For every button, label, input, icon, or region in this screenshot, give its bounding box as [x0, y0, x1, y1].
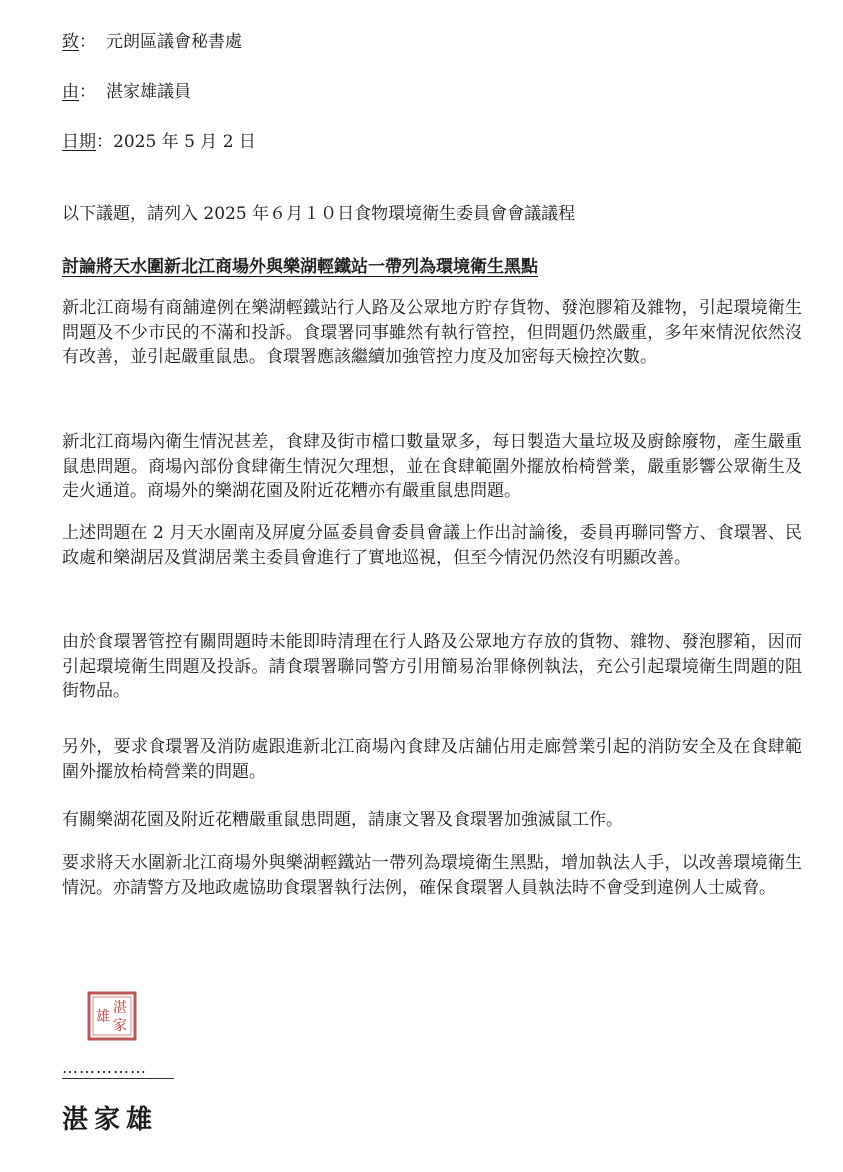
body-paragraph: 新北江商場有商舖違例在樂湖輕鐵站行人路及公眾地方貯存貨物、發泡膠箱及雜物，引起環境衛生問題及不少市民的不滿和投訴。食環署同事雖然有執行管控，但問題仍然嚴重，多年來情況依然沒有改善，並引起嚴重鼠患。食環署應該繼續加強管控力度及加密每天檢控次數。	[62, 298, 802, 367]
date-label: 日期	[62, 132, 96, 152]
agenda-intro: 以下議題，請列入 2025 年６月１０日食物環境衛生委員會會議議程	[62, 204, 576, 224]
body-paragraph: 另外，要求食環署及消防處跟進新北江商場內食肆及店舖佔用走廊營業引起的消防安全及在食肆範圍外擺放枱椅營業的問題。	[62, 737, 802, 782]
date-separator: ：	[96, 132, 113, 152]
signature-rule	[62, 1078, 174, 1079]
subject-heading: 討論將天水圍新北江商場外與樂湖輕鐵站一帶列為環境衛生黑點	[62, 257, 538, 277]
date-line	[62, 130, 256, 154]
sender-line	[62, 80, 191, 104]
signature-dotted-line: ……………	[62, 1058, 147, 1077]
recipient-label: 致	[62, 32, 79, 52]
signer-name: 湛家雄	[62, 1105, 159, 1135]
recipient-value: 元朗區議會秘書處	[106, 32, 242, 52]
seal-character: 雄	[96, 1009, 110, 1025]
recipient-line	[62, 30, 242, 54]
body-paragraph: 新北江商場內衛生情況甚差，食肆及街市檔口數量眾多，每日製造大量垃圾及廚餘廢物，產生嚴重鼠患問題。商場內部份食肆衛生情況欠理想，並在食肆範圍外擺放枱椅營業，嚴重影響公眾衛生及走火通道。商場外的樂湖花園及附近花糟亦有嚴重鼠患問題。	[62, 432, 802, 501]
recipient-separator: ：	[79, 32, 96, 52]
sender-separator: ：	[79, 82, 96, 102]
name-seal-stamp	[86, 990, 138, 1042]
sender-value: 湛家雄議員	[106, 82, 191, 102]
seal-character: 湛	[113, 1000, 127, 1016]
body-paragraph: 有關樂湖花園及附近花糟嚴重鼠患問題，請康文署及食環署加強滅鼠工作。	[62, 810, 623, 830]
sender-label: 由	[62, 82, 79, 102]
date-value: 2025 年 5 月 2 日	[113, 132, 256, 152]
body-paragraph: 要求將天水圍新北江商場外與樂湖輕鐵站一帶列為環境衛生黑點，增加執法人手，以改善環境衛生情況。亦請警方及地政處協助食環署執行法例，確保食環署人員執法時不會受到違例人士威脅。	[62, 853, 802, 898]
seal-character: 家	[113, 1018, 127, 1034]
body-paragraph: 上述問題在 2 月天水圍南及屏廈分區委員會委員會議上作出討論後，委員再聯同警方、食環署、民政處和樂湖居及賞湖居業主委員會進行了實地巡視，但至今情況仍然沒有明顯改善。	[62, 523, 802, 568]
body-paragraph: 由於食環署管控有關問題時未能即時清理在行人路及公眾地方存放的貨物、雜物、發泡膠箱，因而引起環境衛生問題及投訴。請食環署聯同警方引用簡易治罪條例執法，充公引起環境衛生問題的阻街物品。	[62, 632, 802, 701]
